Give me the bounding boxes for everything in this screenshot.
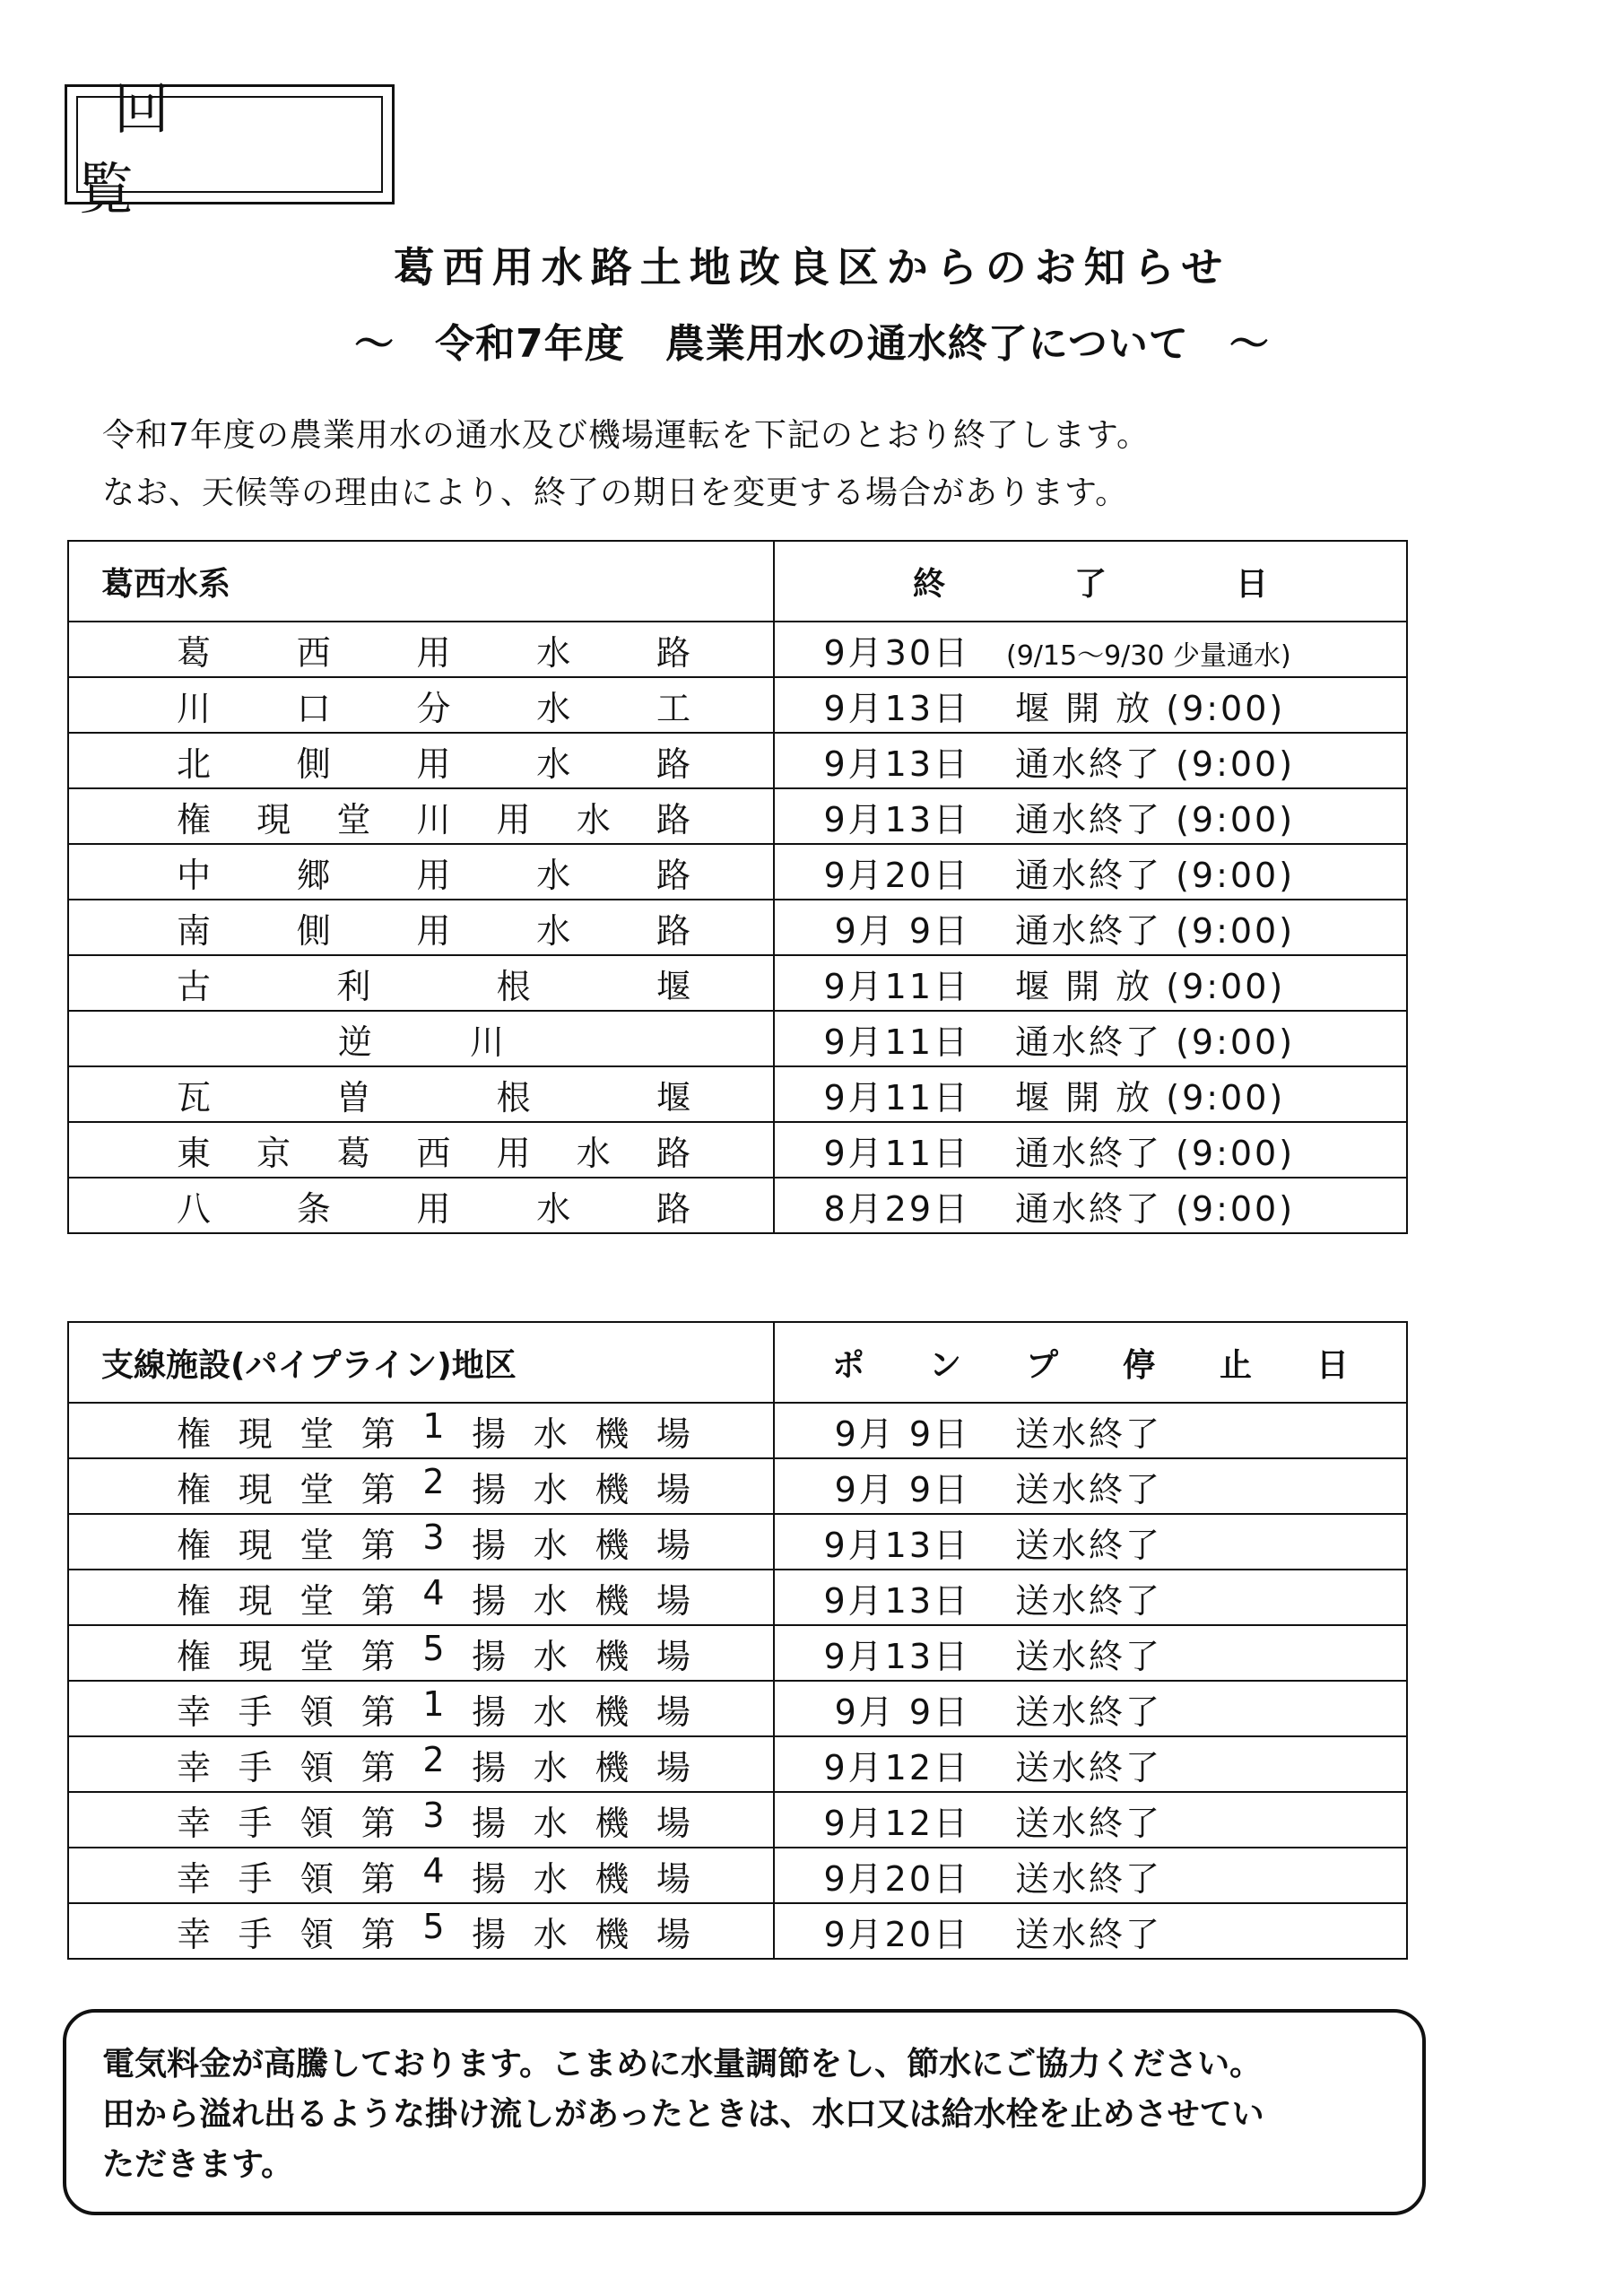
facility-name-char: 権 <box>177 1469 212 1509</box>
end-date-cell <box>774 1848 1407 1903</box>
facility-name-char: 根 <box>496 966 531 1006</box>
facility-name-char: 権 <box>177 799 212 839</box>
facility-name-char: 用 <box>496 1133 531 1173</box>
facility-name-char: 水 <box>536 910 571 951</box>
facility-name <box>69 903 773 952</box>
facility-name-char: 場 <box>656 1747 690 1787</box>
end-date: 9月20日 <box>823 1858 970 1899</box>
table-row <box>68 788 1407 844</box>
end-date-cell <box>774 733 1407 788</box>
facility-name-cell <box>68 1178 774 1233</box>
facility-name <box>69 625 773 674</box>
header-pump-stop-date: ポ ン プ 停 止 日 <box>774 1322 1407 1403</box>
facility-name-char: 葛 <box>177 632 212 673</box>
facility-name <box>69 1907 773 1956</box>
facility-name-char: 水 <box>536 688 571 728</box>
facility-name-char: 分 <box>416 688 451 728</box>
facility-name-char: 機 <box>595 1692 630 1732</box>
end-date: 9月13日 <box>823 744 970 784</box>
facility-name <box>69 1126 773 1175</box>
facility-name <box>69 1629 773 1678</box>
facility-name-char: 工 <box>656 688 690 728</box>
end-date: 9月 9日 <box>834 1413 970 1454</box>
end-date-cell <box>774 1011 1407 1066</box>
facility-name-char: 側 <box>296 910 331 951</box>
facility-name-char: 機 <box>595 1803 630 1843</box>
end-date: 9月11日 <box>823 1077 970 1118</box>
facility-name-char: 権 <box>177 1580 212 1621</box>
facility-name-char: 機 <box>595 1525 630 1565</box>
end-date: 9月30日 <box>823 632 970 673</box>
facility-name <box>69 1796 773 1845</box>
facility-name <box>69 736 773 786</box>
facility-name-char: 側 <box>296 744 331 784</box>
end-status: 堰 開 放 (9:00) <box>1015 966 1286 1006</box>
facility-name-char: 東 <box>177 1133 212 1173</box>
facility-name <box>69 1181 773 1231</box>
facility-name-cell <box>68 622 774 677</box>
facility-name-char: 権 <box>177 1413 212 1454</box>
facility-name-cell <box>68 1681 774 1736</box>
notice-line-3: ただきます。 <box>102 2146 294 2183</box>
facility-name-char: 用 <box>416 632 451 673</box>
facility-name-char: 機 <box>595 1580 630 1621</box>
facility-name-char: 西 <box>296 632 331 673</box>
table-row <box>68 733 1407 788</box>
end-status: 送水終了 <box>1015 1636 1163 1676</box>
facility-name-char: 第 <box>360 1747 395 1787</box>
facility-name-char: 水 <box>533 1858 568 1899</box>
table-row <box>68 677 1407 733</box>
facility-name-char: 瓦 <box>177 1077 212 1118</box>
end-date: 9月12日 <box>823 1803 970 1843</box>
facility-name-char: 幸 <box>177 1858 212 1899</box>
end-status: (9/15～9/30 少量通水) <box>1006 639 1291 672</box>
facility-name <box>69 681 773 730</box>
facility-name-char: 揚 <box>472 1469 507 1509</box>
facility-name-char: 第 <box>360 1692 395 1732</box>
facility-name-char: 揚 <box>472 1525 507 1565</box>
facility-name-char: 水 <box>576 1133 611 1173</box>
facility-name-char: 用 <box>496 799 531 839</box>
end-status: 送水終了 <box>1015 1413 1163 1454</box>
end-status: 送水終了 <box>1015 1803 1163 1843</box>
facility-name-char: 曽 <box>336 1077 371 1118</box>
end-status: 通水終了 (9:00) <box>1015 799 1296 839</box>
facility-name-char: 揚 <box>472 1747 507 1787</box>
facility-name-char: 手 <box>238 1803 273 1843</box>
facility-name-cell <box>68 677 774 733</box>
facility-name-char: 場 <box>656 1469 690 1509</box>
end-status: 送水終了 <box>1015 1469 1163 1509</box>
end-date: 9月 9日 <box>834 1692 970 1732</box>
table-row <box>68 1903 1407 1959</box>
facility-name-char: 幸 <box>177 1914 212 1954</box>
end-date: 9月20日 <box>823 855 970 895</box>
facility-name <box>69 1070 773 1119</box>
end-date-cell <box>774 1514 1407 1570</box>
facility-name-char: 路 <box>656 1188 690 1229</box>
end-date: 9月13日 <box>823 1580 970 1621</box>
facility-name-char: 水 <box>533 1692 568 1732</box>
end-status: 通水終了 (9:00) <box>1015 910 1296 951</box>
facility-name-char: 堰 <box>656 966 690 1006</box>
end-date: 8月29日 <box>823 1188 970 1229</box>
facility-name-char: 第 <box>360 1914 395 1954</box>
end-date-cell <box>774 1792 1407 1848</box>
end-date-cell <box>774 844 1407 900</box>
facility-name <box>69 1740 773 1789</box>
facility-name-cell <box>68 1903 774 1959</box>
facility-name-char: 利 <box>336 966 371 1006</box>
header-water-system: 葛西水系 <box>68 541 774 622</box>
facility-name-char: 幸 <box>177 1747 212 1787</box>
facility-name-char: 機 <box>595 1413 630 1454</box>
end-date-cell <box>774 1736 1407 1792</box>
facility-name-char: 郷 <box>296 855 331 895</box>
facility-name-char: 機 <box>595 1636 630 1676</box>
facility-name-char: 揚 <box>472 1413 507 1454</box>
facility-name-char: 南 <box>177 910 212 951</box>
facility-name-char: 1 <box>422 1683 445 1724</box>
end-status: 通水終了 (9:00) <box>1015 1188 1296 1229</box>
facility-name-char: 場 <box>656 1692 690 1732</box>
facility-name-char: 堂 <box>300 1636 334 1676</box>
document-subtitle: ～ 令和7年度 農業用水の通水終了について ～ <box>354 321 1270 367</box>
facility-name-char: 水 <box>533 1413 568 1454</box>
facility-name-char: 場 <box>656 1858 690 1899</box>
facility-name-char: 1 <box>422 1405 445 1446</box>
facility-name-cell <box>68 1066 774 1122</box>
facility-name-cell <box>68 955 774 1011</box>
facility-name-char: 場 <box>656 1636 690 1676</box>
facility-name-char: 領 <box>300 1692 334 1732</box>
table-row <box>68 622 1407 677</box>
end-date-cell <box>774 1178 1407 1233</box>
notice-line-1: 電気料金が高騰しております。こまめに水量調節をし、節水にご協力ください。 <box>102 2046 1263 2083</box>
facility-name-char: 5 <box>422 1906 445 1946</box>
facility-name-char: 場 <box>656 1580 690 1621</box>
end-date: 9月13日 <box>823 799 970 839</box>
facility-name-char: 揚 <box>472 1914 507 1954</box>
facility-name-char: 現 <box>238 1469 273 1509</box>
facility-name-cell <box>68 1122 774 1178</box>
facility-name-char: 水 <box>533 1525 568 1565</box>
end-date: 9月13日 <box>823 1636 970 1676</box>
facility-name-cell <box>68 1570 774 1625</box>
facility-name-char: 揚 <box>472 1636 507 1676</box>
facility-name-char: 権 <box>177 1525 212 1565</box>
end-date-cell <box>774 677 1407 733</box>
table-row <box>68 1736 1407 1792</box>
end-date-cell <box>774 1903 1407 1959</box>
facility-name-char: 幸 <box>177 1803 212 1843</box>
facility-name-char: 第 <box>360 1469 395 1509</box>
table-row <box>68 844 1407 900</box>
facility-name-cell <box>68 1625 774 1681</box>
facility-name-char: 堂 <box>300 1469 334 1509</box>
facility-name-char: 場 <box>656 1525 690 1565</box>
facility-name-char: 現 <box>238 1413 273 1454</box>
facility-name-char: 水 <box>576 799 611 839</box>
facility-name-char: 川 <box>177 688 212 728</box>
facility-name-char: 4 <box>422 1572 445 1613</box>
facility-name-cell <box>68 1848 774 1903</box>
end-date: 9月11日 <box>823 1022 970 1062</box>
facility-name-char: 路 <box>656 744 690 784</box>
facility-name-char: 5 <box>422 1628 445 1668</box>
facility-name-char: 路 <box>656 855 690 895</box>
facility-name-char: 場 <box>656 1914 690 1954</box>
facility-name-char: 堂 <box>300 1525 334 1565</box>
facility-name-cell <box>68 733 774 788</box>
facility-name-char: 手 <box>238 1914 273 1954</box>
facility-name-char: 第 <box>360 1858 395 1899</box>
notice-line-2: 田から溢れ出るような掛け流しがあったときは、水口又は給水栓を止めさせてい <box>102 2096 1264 2133</box>
facility-name-char: 手 <box>238 1692 273 1732</box>
facility-name-char: 水 <box>536 744 571 784</box>
facility-name-char: 場 <box>656 1413 690 1454</box>
facility-name <box>69 1462 773 1511</box>
facility-name-char: 用 <box>416 910 451 951</box>
facility-name-char: 3 <box>422 1795 445 1835</box>
end-status: 送水終了 <box>1015 1858 1163 1899</box>
end-date: 9月12日 <box>823 1747 970 1787</box>
end-date-cell <box>774 788 1407 844</box>
end-date-cell <box>774 900 1407 955</box>
facility-name-cell <box>68 1792 774 1848</box>
facility-name-char: 堂 <box>300 1413 334 1454</box>
end-date-cell <box>774 1403 1407 1458</box>
facility-name-char: 機 <box>595 1914 630 1954</box>
facility-name-char: 機 <box>595 1858 630 1899</box>
facility-name-char: 中 <box>177 855 212 895</box>
end-date-cell <box>774 1681 1407 1736</box>
facility-name <box>69 1684 773 1734</box>
facility-name-char: 水 <box>533 1469 568 1509</box>
facility-name-char: 用 <box>416 744 451 784</box>
document-title: 葛西用水路土地改良区からのお知らせ <box>393 243 1231 291</box>
facility-name-char: 根 <box>496 1077 531 1118</box>
facility-name-char: 水 <box>536 1188 571 1229</box>
facility-name-cell <box>68 900 774 955</box>
end-date: 9月13日 <box>823 688 970 728</box>
facility-name <box>69 1406 773 1456</box>
facility-name-char: 路 <box>656 799 690 839</box>
end-date-cell <box>774 622 1407 677</box>
table-row <box>68 1792 1407 1848</box>
facility-name-char: 手 <box>238 1747 273 1787</box>
facility-name <box>69 792 773 841</box>
table-row <box>68 1178 1407 1233</box>
facility-name-char: 川 <box>416 799 451 839</box>
facility-name-char: 2 <box>422 1739 445 1779</box>
intro-line-2: なお、天候等の理由により、終了の期日を変更する場合があります。 <box>102 474 1129 511</box>
facility-name-char: 領 <box>300 1747 334 1787</box>
end-date-cell <box>774 1570 1407 1625</box>
end-date: 9月11日 <box>823 1133 970 1173</box>
table-row <box>68 1122 1407 1178</box>
facility-name-char: 幸 <box>177 1692 212 1732</box>
facility-name-char: 用 <box>416 855 451 895</box>
table-row <box>68 1011 1407 1066</box>
facility-name-char: 現 <box>238 1636 273 1676</box>
facility-name-char: 第 <box>360 1803 395 1843</box>
table-row <box>68 1066 1407 1122</box>
facility-name-char: 水 <box>533 1636 568 1676</box>
facility-name-char: 水 <box>533 1914 568 1954</box>
facility-name-char: 領 <box>300 1914 334 1954</box>
facility-name-char: 北 <box>177 744 212 784</box>
facility-name-char: 川 <box>469 1022 504 1062</box>
facility-name-char: 口 <box>296 688 331 728</box>
facility-name <box>69 1573 773 1622</box>
facility-name <box>69 959 773 1008</box>
facility-name-char: 場 <box>656 1803 690 1843</box>
facility-name-char: 揚 <box>472 1580 507 1621</box>
end-date: 9月20日 <box>823 1914 970 1954</box>
end-date: 9月13日 <box>823 1525 970 1565</box>
facility-name <box>69 1851 773 1900</box>
facility-name-char: 領 <box>300 1803 334 1843</box>
table-header-row <box>68 541 1407 622</box>
facility-name-char: 京 <box>256 1133 291 1173</box>
end-status: 送水終了 <box>1015 1525 1163 1565</box>
end-status: 送水終了 <box>1015 1914 1163 1954</box>
table-row <box>68 1848 1407 1903</box>
facility-name-char: 逆 <box>338 1022 373 1062</box>
facility-name-cell <box>68 844 774 900</box>
kasai-water-system-table <box>67 540 1408 1234</box>
header-end-date: 終 了 日 <box>774 541 1407 622</box>
end-status: 通水終了 (9:00) <box>1015 1022 1296 1062</box>
end-date-cell <box>774 1458 1407 1514</box>
table-row <box>68 1403 1407 1458</box>
table-header-row <box>68 1322 1407 1403</box>
facility-name-char: 路 <box>656 910 690 951</box>
intro-line-1: 令和7年度の農業用水の通水及び機場運転を下記のとおり終了します。 <box>102 417 1151 454</box>
facility-name-char: 水 <box>533 1803 568 1843</box>
pipeline-district-table <box>67 1321 1408 1960</box>
facility-name-char: 第 <box>360 1413 395 1454</box>
facility-name-char: 古 <box>177 966 212 1006</box>
table-row <box>68 1514 1407 1570</box>
facility-name-char: 堰 <box>656 1077 690 1118</box>
facility-name <box>69 1518 773 1567</box>
facility-name-char: 手 <box>238 1858 273 1899</box>
header-facility: 支線施設(パイプライン)地区 <box>68 1322 774 1403</box>
table-row <box>68 1570 1407 1625</box>
end-date: 9月11日 <box>823 966 970 1006</box>
facility-name-char: 堂 <box>336 799 371 839</box>
facility-name-cell <box>68 1458 774 1514</box>
facility-name-char: 領 <box>300 1858 334 1899</box>
circular-notice-label: 回 覧 <box>76 96 383 193</box>
facility-name-char: 4 <box>422 1850 445 1891</box>
facility-name-char: 第 <box>360 1525 395 1565</box>
facility-name-cell <box>68 1011 774 1066</box>
facility-name-char: 条 <box>296 1188 331 1229</box>
facility-name-char: 第 <box>360 1636 395 1676</box>
facility-name-char: 葛 <box>336 1133 371 1173</box>
table-row <box>68 1681 1407 1736</box>
facility-name <box>69 848 773 897</box>
table-row <box>68 955 1407 1011</box>
facility-name-char: 揚 <box>472 1803 507 1843</box>
facility-name-char: 3 <box>422 1517 445 1557</box>
end-date: 9月 9日 <box>834 910 970 951</box>
end-status: 堰 開 放 (9:00) <box>1015 688 1286 728</box>
circular-notice-box <box>65 76 395 222</box>
facility-name-char: 権 <box>177 1636 212 1676</box>
facility-name-char: 路 <box>656 1133 690 1173</box>
facility-name-char: 路 <box>656 632 690 673</box>
facility-name-char: 水 <box>536 632 571 673</box>
table-row <box>68 900 1407 955</box>
end-date-cell <box>774 955 1407 1011</box>
end-status: 送水終了 <box>1015 1747 1163 1787</box>
facility-name-char: 機 <box>595 1469 630 1509</box>
end-date-cell <box>774 1122 1407 1178</box>
end-status: 通水終了 (9:00) <box>1015 1133 1296 1173</box>
end-date-cell <box>774 1066 1407 1122</box>
end-status: 通水終了 (9:00) <box>1015 744 1296 784</box>
facility-name-char: 八 <box>177 1188 212 1229</box>
end-status: 堰 開 放 (9:00) <box>1015 1077 1286 1118</box>
facility-name-char: 西 <box>416 1133 451 1173</box>
electricity-notice-box <box>63 2009 1426 2215</box>
facility-name-char: 水 <box>536 855 571 895</box>
facility-name-char: 水 <box>533 1580 568 1621</box>
end-status: 送水終了 <box>1015 1580 1163 1621</box>
end-date-cell <box>774 1625 1407 1681</box>
end-status: 通水終了 (9:00) <box>1015 855 1296 895</box>
facility-name-char: 2 <box>422 1461 445 1501</box>
facility-name-char: 第 <box>360 1580 395 1621</box>
facility-name-char: 機 <box>595 1747 630 1787</box>
end-date: 9月 9日 <box>834 1469 970 1509</box>
facility-name-char: 揚 <box>472 1692 507 1732</box>
facility-name-cell <box>68 1736 774 1792</box>
facility-name-cell <box>68 1514 774 1570</box>
facility-name-char: 現 <box>238 1580 273 1621</box>
facility-name-char: 現 <box>238 1525 273 1565</box>
facility-name <box>69 1014 773 1064</box>
facility-name-char: 堂 <box>300 1580 334 1621</box>
facility-name-char: 水 <box>533 1747 568 1787</box>
end-status: 送水終了 <box>1015 1692 1163 1732</box>
table-row <box>68 1625 1407 1681</box>
facility-name-char: 現 <box>256 799 291 839</box>
facility-name-cell <box>68 788 774 844</box>
facility-name-cell <box>68 1403 774 1458</box>
table-row <box>68 1458 1407 1514</box>
facility-name-char: 揚 <box>472 1858 507 1899</box>
facility-name-char: 用 <box>416 1188 451 1229</box>
